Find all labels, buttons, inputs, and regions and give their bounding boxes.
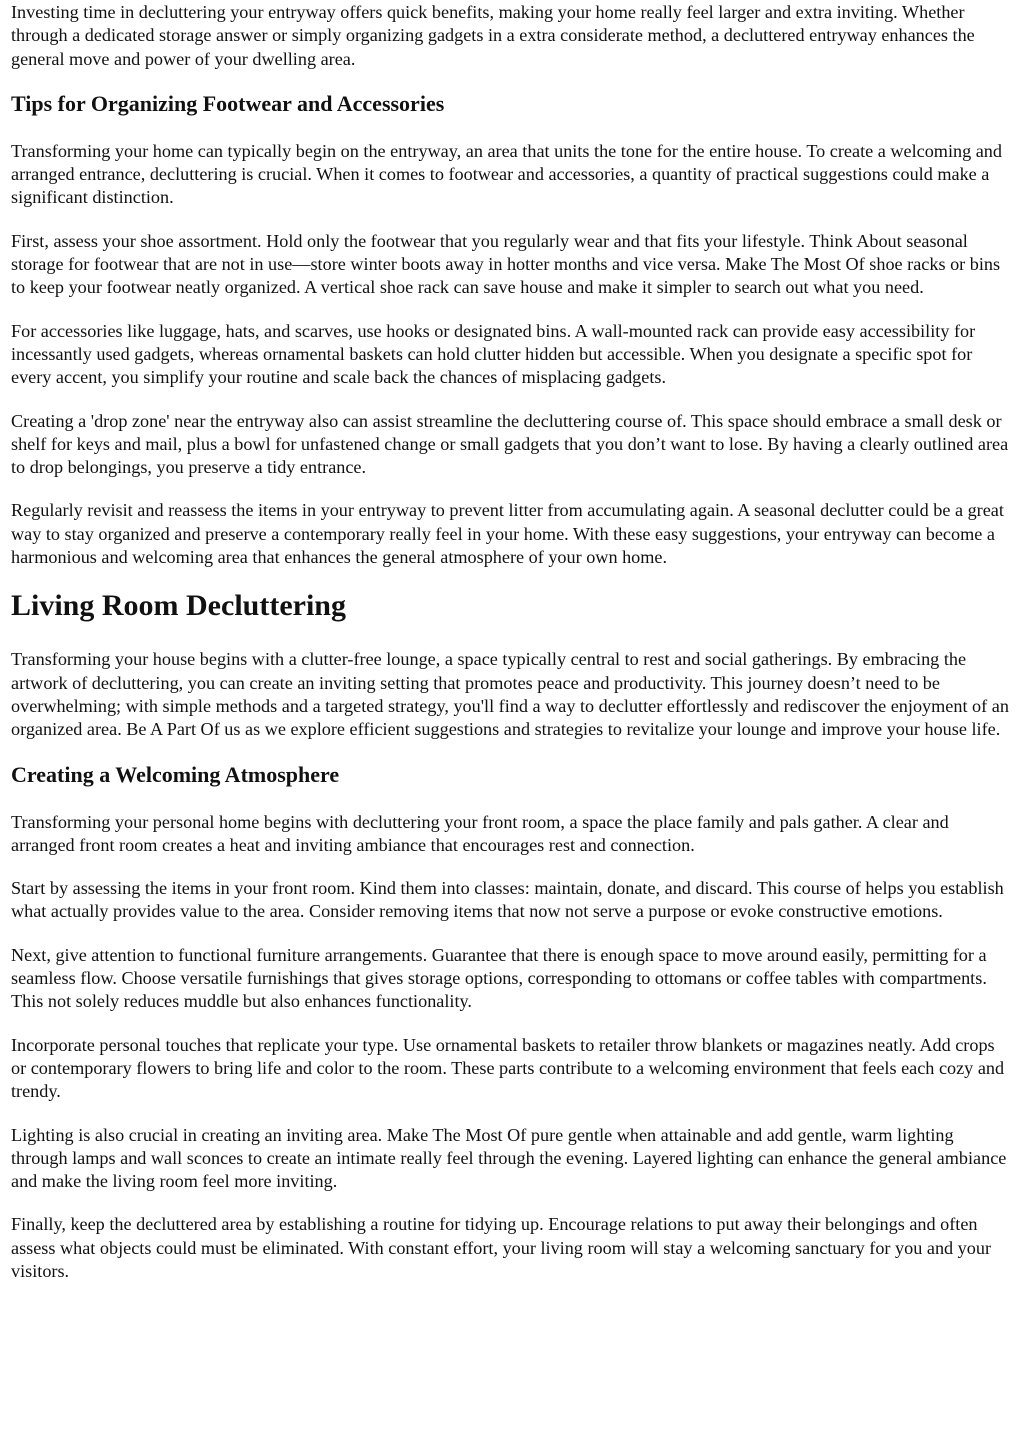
atmosphere-paragraph-2: Start by assessing the items in your front room. Kind them into classes: maintain, donate, and discard. This course of helps you establish what actually provides value to the area. Consider removing items that now not serve a purpose or evoke constructive emotions.	[11, 878, 1004, 922]
article-page	[0, 1, 1024, 1283]
atmosphere-paragraph-4: Incorporate personal touches that replicate your type. Use ornamental baskets to retailer throw blankets or magazines neatly. Add crops or contemporary flowers to bring life and color to the room. These parts contribute to a welcoming environment that feels each cozy and trendy.	[11, 1034, 1005, 1102]
atmosphere-paragraph-5: Lighting is also crucial in creating an inviting area. Make The Most Of pure gentle when attainable and add gentle, warm lighting through lamps and wall sconces to create an intimate really feel through the evening. Layered lighting can enhance the general ambiance and make the living room feel more inviting.	[11, 1124, 1007, 1192]
atmosphere-paragraph-6: Finally, keep the decluttered area by establishing a routine for tidying up. Encourage relations to put away their belongings and often assess what objects could must be eliminated. With constant effort, your living room will stay a welcoming sanctuary for you and your visitors.	[11, 1214, 992, 1281]
footwear-paragraph-3: For accessories like luggage, hats, and scarves, use hooks or designated bins. A wall-mounted rack can provide easy accessibility for incessantly used gadgets, whereas ornamental baskets can hold clutter hidden but accessible. When you designate a specific spot for every accent, you simplify your routine and scale back the chances of misplacing gadgets.	[11, 320, 976, 388]
atmosphere-paragraph-1: Transforming your personal home begins with decluttering your front room, a space the place family and pals gather. A clear and arranged front room creates a heat and inviting ambiance that encourages rest and connection.	[11, 811, 949, 855]
section-heading-footwear: Tips for Organizing Footwear and Accessories	[11, 90, 445, 116]
atmosphere-paragraph-3: Next, give attention to functional furniture arrangements. Guarantee that there is enough space to move around easily, permitting for a seamless flow. Choose versatile furnishings that gives storage options, corresponding to ottomans or coffee tables with compartments. This not solely reduces muddle but also enhances functionality.	[11, 944, 987, 1012]
footwear-paragraph-2: First, assess your shoe assortment. Hold only the footwear that you regularly wear and that fits your lifestyle. Think About seasonal storage for footwear that are not in use—store winter boots away in hotter months and vice versa. Make The Most Of shoe racks or bins to keep your footwear neatly organized. A vertical shoe rack can save house and make it simpler to search out what you need.	[11, 230, 1001, 298]
section-heading-living-room: Living Room Decluttering	[11, 589, 346, 623]
footwear-paragraph-5: Regularly revisit and reassess the items in your entryway to prevent litter from accumulating again. A seasonal declutter could be a great way to stay organized and preserve a contemporary really feel in your home. With these easy suggestions, your entryway can become a harmonious and welcoming area that enhances the general atmosphere of your own home.	[11, 500, 1004, 568]
footwear-paragraph-4: Creating a 'drop zone' near the entryway also can assist streamline the decluttering course of. This space should embrace a small desk or shelf for keys and mail, plus a bowl for unfastened change or small gadgets that you don’t want to lose. By having a clearly outlined area to drop belongings, you preserve a tidy entrance.	[11, 410, 1009, 478]
intro-paragraph: Investing time in decluttering your entryway offers quick benefits, making your home really feel larger and extra inviting. Whether through a dedicated storage answer or simply organizing gadgets in a extra considerate method, a decluttered entryway enhances the general move and power of your dwelling area.	[11, 2, 975, 69]
section-heading-atmosphere: Creating a Welcoming Atmosphere	[11, 761, 340, 787]
footwear-paragraph-1: Transforming your home can typically begin on the entryway, an area that units the tone for the entire house. To create a welcoming and arranged entrance, decluttering is crucial. When it comes to footwear and accessories, a quantity of practical suggestions could make a significant distinction.	[11, 140, 1002, 208]
living-room-paragraph: Transforming your house begins with a clutter-free lounge, a space typically central to rest and social gatherings. By embracing the artwork of decluttering, you can create an inviting setting that promotes peace and productivity. This journey doesn’t need to be overwhelming; with simple methods and a targeted strategy, you'll find a way to declutter effortlessly and rediscover the enjoyment of an organized area. Be A Part Of us as we explore efficient suggestions and strategies to revitalize your lounge and improve your house life.	[11, 649, 1009, 740]
